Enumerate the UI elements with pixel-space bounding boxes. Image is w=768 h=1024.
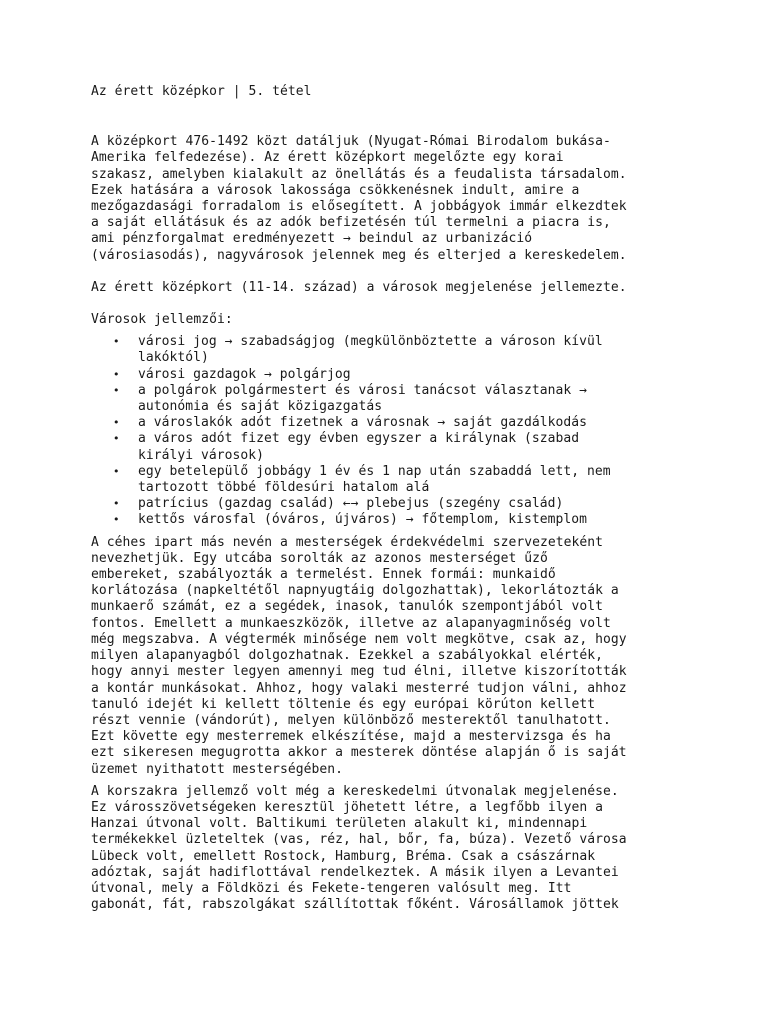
bullet-icon: •	[113, 416, 120, 430]
list-item-text: a városlakók adót fizetnek a városnak → saját gazdálkodás	[138, 415, 587, 431]
varosok-title: Városok jellemzői:	[91, 312, 233, 328]
document-page	[91, 84, 681, 913]
list-item-text: városi jog → szabadságjog (megkülönböztette a városon kívül lakóktól)	[138, 334, 603, 366]
intro-paragraph: A középkort 476-1492 közt datáljuk (Nyugat-Római Birodalom bukása- Amerika felfedezése). Az érett középkort megelőzte egy korai szakasz, amelyben kialakult az önellátás és a feudalista társadalom. Ezek hatására a városok lakossága csökkenésnek indult, amire a mezőgazdasági forradalom is elősegített. A jobbágyok immár elkezdtek a saját ellátásuk és az adók befizetésén túl termelni a piacra is, ami pénzforgalmat eredményezett → beindul az urbanizáció (városiasodás), nagyvárosok jelennek meg és elterjed a kereskedelem.	[91, 134, 627, 263]
erett-kozepkor-paragraph: Az érett középkort (11-14. század) a városok megjelenése jellemezte.	[91, 279, 627, 295]
list-item-text: kettős városfal (óváros, újváros) → főtemplom, kistemplom	[138, 512, 587, 528]
spacer	[91, 264, 681, 280]
list-item-text: egy betelepülő jobbágy 1 év és 1 nap után szabaddá lett, nem tartozott többé földesúri hatalom alá	[138, 463, 611, 496]
list-item-text: a polgárok polgármestert és városi tanácsot választanak → autonómia és saját közigazgatás	[138, 382, 587, 415]
list-item	[91, 464, 681, 496]
varosok-list	[91, 334, 681, 528]
cehes-paragraph: A céhes ipart más nevén a mesterségek érdekvédelmi szervezeteként nevezhetjük. Egy utcába sorolták az azonos mesterséget űző embereket, szabályozták a termelést. Ennek formái: munkaidő korlátozása (napkeltétől napnyugtáig dolgozhattak), lekorlátozták a munkaerő számát, ez a segédek, inasok, tanulók szempontjából volt fontos. Emellett a munkaeszközök, illetve az alapanyagminőség volt még megszabva. A végtermék minősége nem volt megkötve, csak az, hogy milyen alapanyagból dolgozhatnak. Ezekkel a szabályokkal elérték, hogy annyi mester legyen amennyi meg tud élni, illetve kiszorították a kontár munkásokat. Ahhoz, hogy valaki mesterré tudjon válni, ahhoz tanuló idejét ki kellett töltenie és egy európai körúton kellett részt vennie (vándorút), melyen különböző mesterektől tanulhatott. Ezt követte egy mesterremek elkészítése, majd a mestervizsga és ha ezt sikeresen megugrotta akkor a mesterek döntése alapján ő is saját üzemet nyithatott mesterségében.	[91, 534, 627, 777]
list-item	[91, 512, 681, 528]
list-item-text: városi gazdagok → polgárjog	[138, 366, 351, 382]
korszak-paragraph: A korszakra jellemző volt még a kereskedelmi útvonalak megjelenése. Ez városszövetségeken keresztül jöhetett létre, a legfőbb ilyen a Hanzai útvonal volt. Baltikumi területen alakult ki, mindennapi termékekkel üzleteltek (vas, réz, hal, bőr, fa, búza). Vezető városa Lübeck volt, emellett Rostock, Hamburg, Bréma. Csak a császárnak adóztak, saját hadiflottával rendelkeztek. A másik ilyen a Levantei útvonal, mely a Földközi és Fekete-tengeren valósult meg. Itt gabonát, fát, rabszolgákat szállítottak főként. Városállamok jöttek	[91, 783, 627, 913]
list-item	[91, 415, 681, 431]
bullet-icon: •	[113, 335, 120, 349]
spacer	[91, 100, 681, 134]
list-item-text: patrícius (gazdag család) ←→ plebejus (szegény család)	[138, 496, 564, 512]
list-item-text: a város adót fizet egy évben egyszer a királynak (szabad királyi városok)	[138, 431, 580, 463]
bullet-icon: •	[113, 513, 120, 527]
list-item	[91, 383, 681, 415]
list-item	[91, 496, 681, 512]
spacer	[91, 296, 681, 312]
list-item	[91, 334, 681, 366]
document-header: Az érett középkor | 5. tétel	[91, 84, 312, 99]
bullet-icon: •	[113, 367, 120, 381]
list-item	[91, 431, 681, 463]
bullet-icon: •	[113, 383, 120, 397]
bullet-icon: •	[113, 464, 120, 478]
list-item	[91, 367, 681, 383]
bullet-icon: •	[113, 432, 120, 446]
bullet-icon: •	[113, 497, 120, 511]
